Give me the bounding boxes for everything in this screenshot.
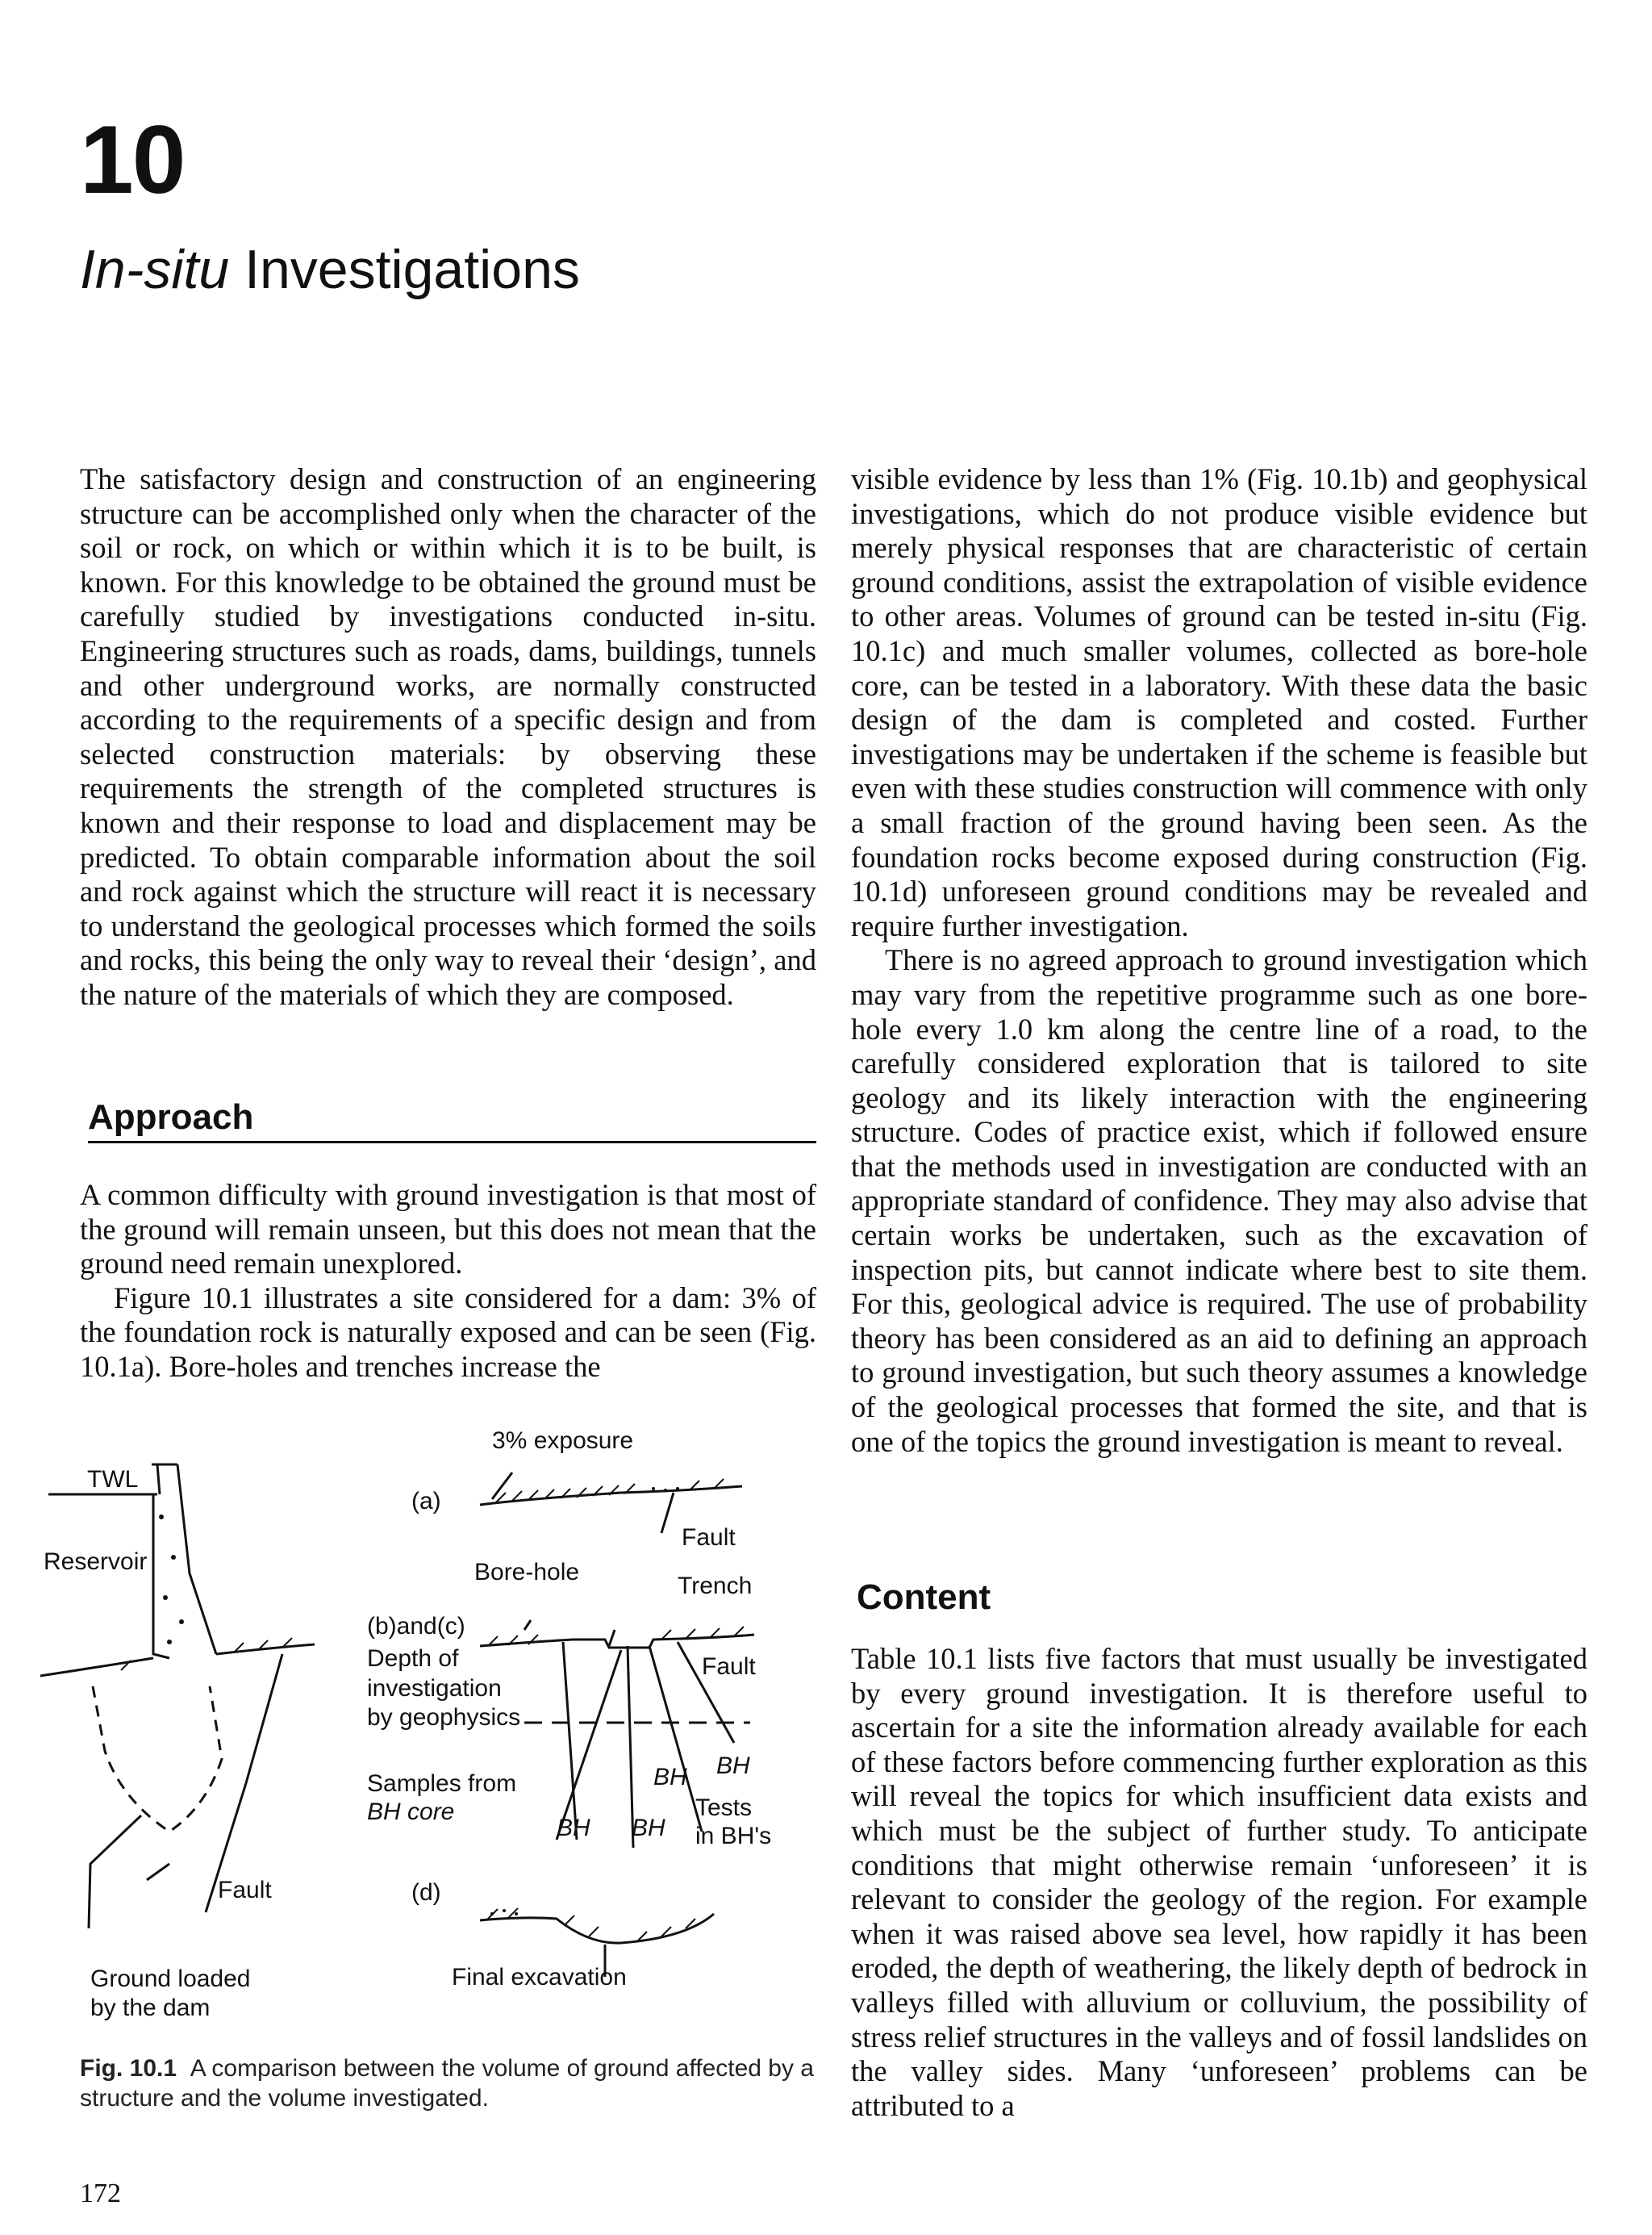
intro-paragraph: The satisfactory design and construction of an engineering structure can be accomplished only when the character of the soil or rock, on which or within which it is to be built, is known. For this knowledge to be obtained the ground must be carefully studied by investigations conducted in-situ. Engineering structures such as roads, dams, buildings, tunnels and other underground works, are normally constructed according to the requirements of a specific design and from selected construction materials: by observing these requirements the strength of the completed structures is known and their response to load and displacement may be predicted. To obtain comparable information about the soil and rock against which the structure will react it is necessary to understand the geological processes which formed the soils and rocks, this being the only way to reveal their ‘design’, and the nature of the materials of which they are composed.	[80, 462, 816, 1011]
approach-paragraph-1: A common difficulty with ground investigation is that most of the ground will remain unseen, but this does not mean that the ground need remain unexplored.	[80, 1178, 816, 1280]
chapter-title-rest: Investigations	[229, 239, 580, 300]
depth-label-2: investigation	[367, 1675, 502, 1702]
right-content	[851, 1642, 1587, 2123]
panel-a-label: (a)	[411, 1488, 441, 1514]
ground-loaded-label-1: Ground loaded	[90, 1966, 251, 1992]
fault-line-left	[206, 1654, 282, 1912]
heading-rule	[88, 1141, 816, 1143]
bh-label-3: BH	[557, 1815, 590, 1841]
page-number: 172	[80, 2179, 121, 2208]
approach-paragraph-2: Figure 10.1 illustrates a site considered for a dam: 3% of the foundation rock is naturally exposed and can be seen (Fig. 10.1a). Bore-holes and trenches increase the	[80, 1280, 816, 1383]
caption-label: Fig. 10.1	[80, 2055, 177, 2082]
fault-label-leader	[147, 1864, 169, 1880]
chapter-number: 10	[80, 106, 185, 214]
samples-label-1: Samples from	[367, 1770, 517, 1797]
tests-label-1: Tests	[695, 1794, 753, 1821]
bh-label-4: BH	[632, 1815, 665, 1841]
ground-surface	[40, 1644, 315, 1678]
right-paragraph-3: Table 10.1 lists five factors that must usually be investigated by every ground investigation. It is therefore useful to ascertain for a site the information already available for each of these factors before commencing further exploration as this will reveal the topics for which insufficient data exists and which must be the subject of further study. To anticipate conditions that might otherwise remain ‘unforeseen’ it is relevant to consider the geology of the region. For example when it was raised above sea level, how rapidly it has been eroded, the depth of weathering, the likely depth of bedrock in valleys filled with alluvium or colluvium, the possibility of stress relief structures in the valleys and of fossil landslides on the valley sides. Many ‘unforeseen’ problems can be attributed to a	[851, 1642, 1587, 2122]
fault-a-label: Fault	[682, 1524, 736, 1551]
loaded-zone-dashed	[93, 1686, 222, 1832]
fault-a-leader	[661, 1493, 674, 1533]
borehole-1	[563, 1642, 577, 1840]
surface-a	[480, 1486, 742, 1505]
exposure-leader	[492, 1473, 512, 1499]
approach-heading: Approach	[88, 1097, 254, 1137]
panel-bc-label: (b)and(c)	[367, 1613, 465, 1640]
chapter-title	[80, 239, 580, 300]
depth-label-1: Depth of	[367, 1645, 459, 1672]
borehole-3	[649, 1646, 702, 1832]
chapter-title-italic: In-situ	[80, 239, 230, 300]
samples-label-2: BH core	[367, 1798, 455, 1825]
final-excavation-label: Final excavation	[452, 1964, 627, 1991]
bh-label-2: BH	[653, 1764, 687, 1790]
left-intro	[80, 462, 816, 1013]
right-paragraph-1: visible evidence by less than 1% (Fig. 10.1b) and geophysical investigations, which do not produce visible evidence but merely physical responses that are characteristic of certain ground conditions, assist the extrapolation of visible evidence to other areas. Volumes of ground can be tested in-situ (Fig. 10.1c) and much smaller volumes, collected as bore-hole core, can be tested in a laboratory. With these data the basic design of the dam is completed and costed. Further investigations may be undertaken if the scheme is feasible but even with these studies construction will commence with only a small fraction of the ground having been seen. As the foundation rocks become exposed during construction (Fig. 10.1d) unforeseen ground conditions may be revealed and require further investigation.	[851, 462, 1587, 942]
figure-10-1	[40, 1412, 815, 2033]
twl-label: TWL	[87, 1466, 139, 1493]
panel-d-label: (d)	[411, 1879, 441, 1906]
fault-bc-label: Fault	[702, 1653, 756, 1680]
depth-label-3: by geophysics	[367, 1704, 521, 1731]
trench-label: Trench	[678, 1573, 753, 1599]
right-top	[851, 462, 1587, 1459]
dam-crest	[152, 1464, 177, 1494]
tests-label-2: in BH's	[695, 1823, 772, 1849]
fault-leader	[89, 1815, 141, 1928]
borehole-label: Bore-hole	[474, 1559, 580, 1585]
exposure-label: 3% exposure	[492, 1427, 634, 1454]
reservoir-label: Reservoir	[44, 1548, 148, 1575]
surface-bc	[480, 1635, 754, 1648]
hatch-left	[121, 1638, 292, 1670]
caption-text: A comparison between the volume of ground affected by a structure and the volume investigated.	[80, 2055, 814, 2112]
dam-downstream-face	[177, 1464, 216, 1654]
content-heading: Content	[857, 1577, 991, 1617]
left-approach	[80, 1178, 816, 1385]
right-paragraph-2: There is no agreed approach to ground investigation which may vary from the repetitive programme such as one bore-hole every 1.0 km along the centre line of a road, to the carefully considered exploration that is tailored to site geology and its likely interaction with the engineering structure. Codes of practice exist, which if followed ensure that the methods used in investigation are conducted with an appropriate standard of confidence. They may also advise that certain works be undertaken, such as the excavation of inspection pits, but cannot indicate where best to site them. For this, geological advice is required. The use of probability theory has been considered as an aid to defining an approach to ground investigation, but such theory assumes a knowledge of the geological processes that formed the site, and that is one of the topics the ground investigation is meant to reveal.	[851, 943, 1587, 1458]
figure-caption	[80, 2053, 816, 2113]
ground-loaded-label-2: by the dam	[90, 1995, 211, 2021]
bh-label-1: BH	[716, 1752, 750, 1779]
fault-label-left: Fault	[218, 1877, 272, 1903]
